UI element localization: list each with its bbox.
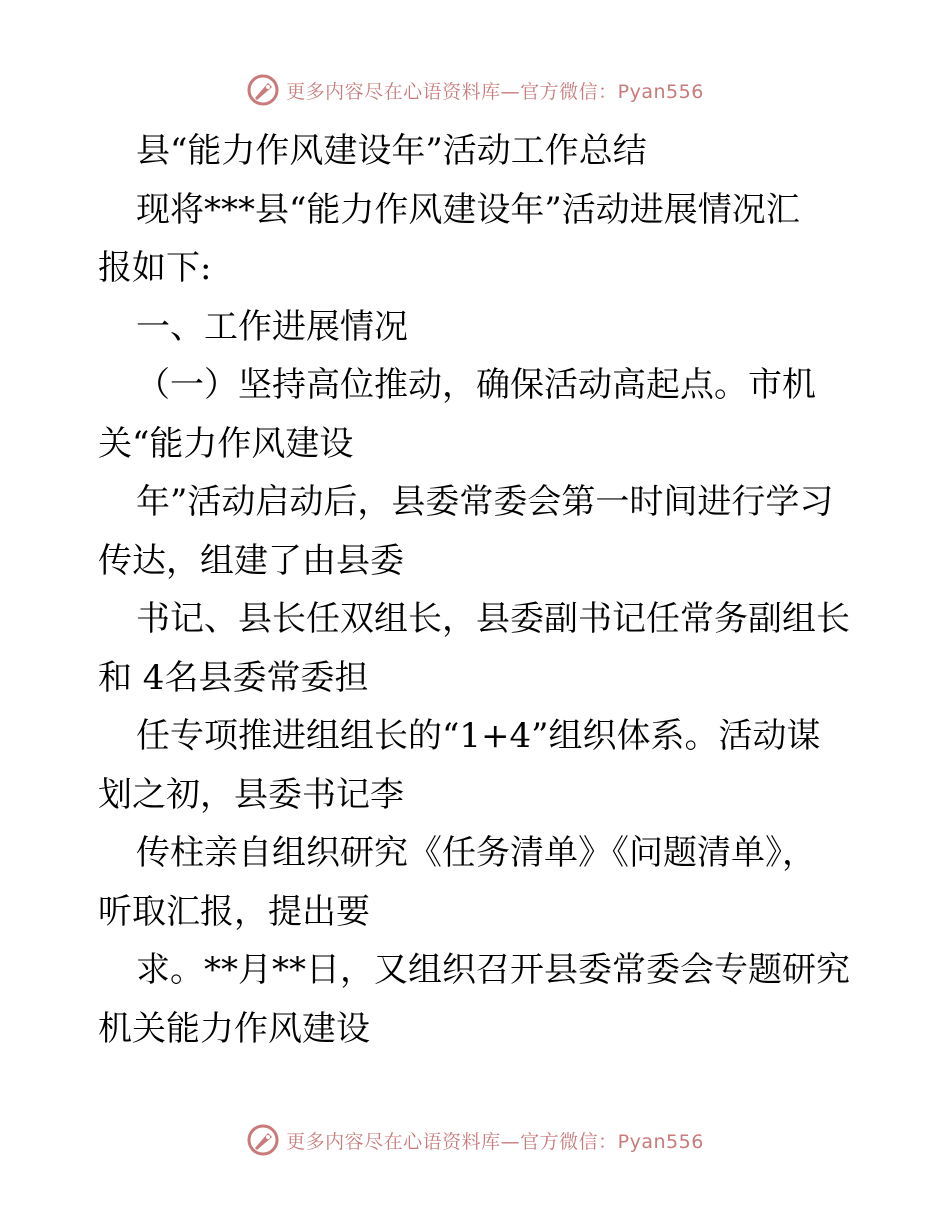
paragraph-line: 求。**月**日，又组织召开县委常委会专题研究: [136, 950, 850, 990]
document-body: [98, 122, 858, 1058]
pen-nib-logo-icon: [246, 1123, 280, 1157]
paragraph-line: 划之初，县委书记李: [98, 774, 404, 815]
pen-nib-logo-icon: [246, 73, 280, 107]
watermark-text: 更多内容尽在心语资料库—官方微信：Pyan556: [286, 1130, 704, 1153]
watermark-text: 更多内容尽在心语资料库—官方微信：Pyan556: [286, 80, 704, 103]
paragraph-line: 和 4名县委常委担: [98, 657, 369, 698]
paragraph-line: 关“能力作风建设: [98, 423, 354, 464]
paragraph-line: 传柱亲自组织研究《任务清单》《问题清单》，: [136, 833, 816, 873]
document-title: 县“能力作风建设年”活动工作总结: [136, 131, 647, 171]
paragraph-line: 书记、县长任双组长，县委副书记任常务副组长: [136, 599, 850, 639]
section-heading: 一、工作进展情况: [136, 306, 408, 347]
watermark-footer: [0, 1120, 950, 1160]
paragraph-line: 听取汇报，提出要: [98, 891, 370, 932]
paragraph-line: 机关能力作风建设: [98, 1008, 370, 1049]
paragraph-line: 报如下:: [98, 248, 212, 288]
subsection-heading: （一）坚持高位推动，确保活动高起点。市机: [136, 365, 816, 405]
paragraph-line: 传达，组建了由县委: [98, 540, 404, 581]
paragraph-line: 年”活动启动后，县委常委会第一时间进行学习: [136, 482, 834, 522]
paragraph-line: 任专项推进组组长的“1+4”组织体系。活动谋: [136, 716, 821, 756]
paragraph-line: 现将***县“能力作风建设年”活动进展情况汇: [136, 189, 800, 230]
watermark-header: [0, 70, 950, 110]
